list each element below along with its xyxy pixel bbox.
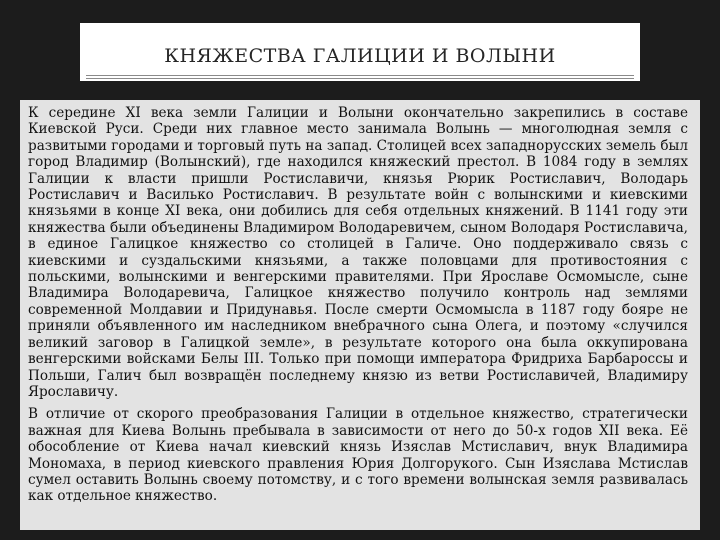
slide-title: КНЯЖЕСТВА ГАЛИЦИИ И ВОЛЫНИ xyxy=(164,45,556,67)
paragraph-volhynia: В отличие от скорого преобразования Галиции в отдельное княжество, стратегически важная для Киева Волынь пребывала в зависимости от него до 50-х годов XII века. Её обособление от Киева начал киевский князь Изяслав Мстиславич, внук Владимира Мономаха, в период киевского правления Юрия Долгорукого. Сын Изяслава Мстислав сумел оставить Волынь своему потомству, и с того времени волынская земля развивалась как отдельное княжество. xyxy=(28,406,688,505)
paragraph-galicia: К середине XI века земли Галиции и Волыни окончательно закрепились в составе Киевской Руси. Среди них главное место занимала Волынь — многолюдная земля с развитыми городами и торговый путь на запад. Столицей всех западнорусских земель был город Владимир (Волынский), где находился княжеский престол. В 1084 году в землях Галиции к власти пришли Ростиславичи, князья Рюрик Ростиславич, Володарь Ростиславич и Василько Ростиславич. В результате войн с волынскими и киевскими князьями в конце XI века, они добились для себя отдельных княжений. В 1141 году эти княжества были объединены Владимиром Володаревичем, сыном Володаря Ростиславича, в единое Галицкое княжество со столицей в Галиче. Оно поддерживало связь с киевскими и суздальскими князьями, а также половцами для противостояния с польскими, волынскими и венгерскими правителями. При Ярославе Осмомысле, сыне Владимира Володаревича, Галицкое княжество получило контроль над землями современной Молдавии и Придунавья. После смерти Осмомысла в 1187 году бояре не приняли объявленного им наследником внебрачного сына Олега, и поэтому «случился великий заговор в Галицкой земле», в результате которого она была оккупирована венгерскими войсками Белы III. Только при помощи императора Фридриха Барбароссы и Польши, Галич был возвращён последнему князю из ветви Ростиславичей, Владимиру Ярославичу. xyxy=(28,105,688,400)
title-box xyxy=(80,23,640,81)
content-box xyxy=(20,100,700,530)
title-underline-second xyxy=(86,78,634,79)
title-underline xyxy=(86,75,634,76)
